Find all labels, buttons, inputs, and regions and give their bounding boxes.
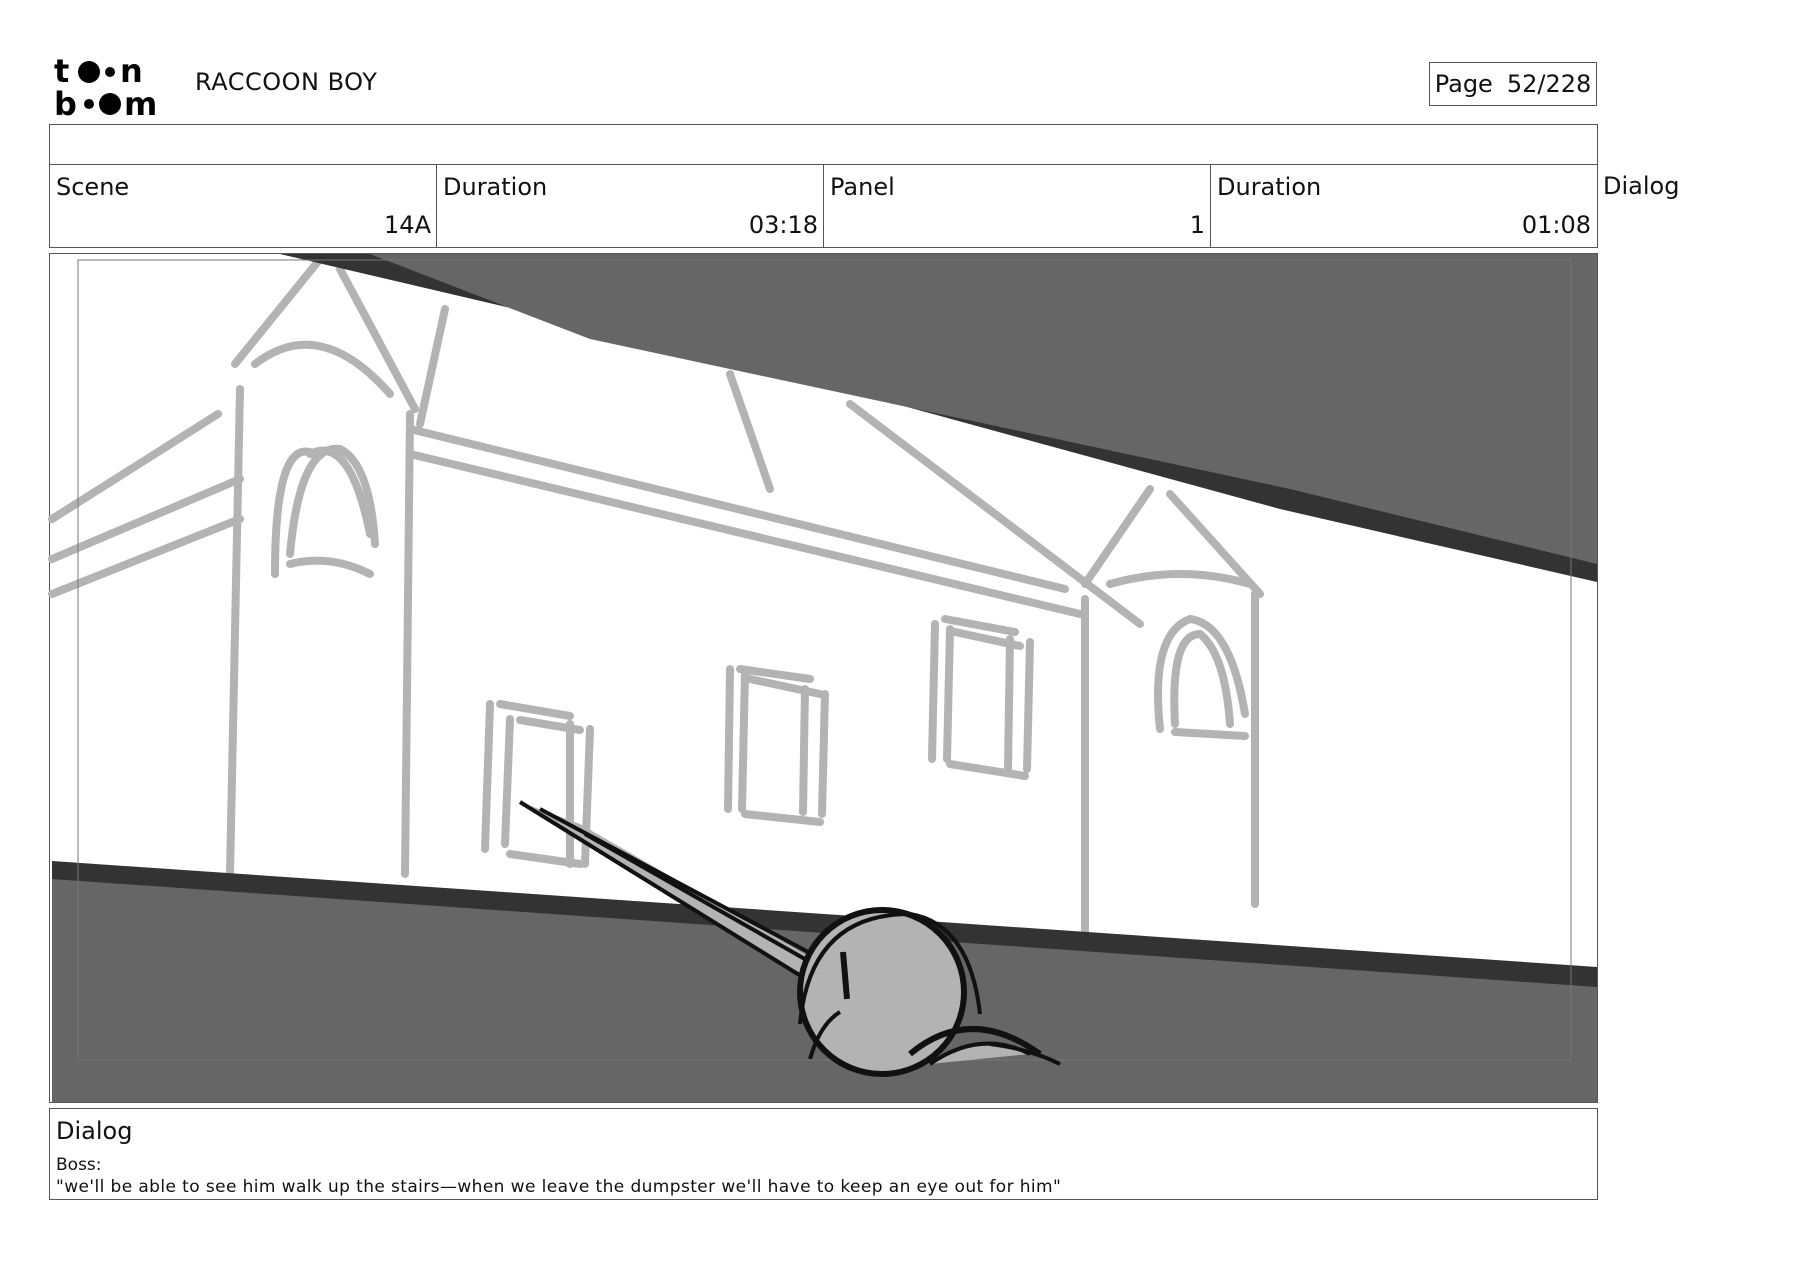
panel-duration-value: 01:08 bbox=[1521, 211, 1591, 239]
svg-text:m: m bbox=[124, 85, 158, 123]
panel-sketch bbox=[50, 254, 1597, 1102]
panel-duration-label: Duration bbox=[1217, 173, 1322, 201]
page-number: 52/228 bbox=[1506, 70, 1592, 98]
panel-label: Panel bbox=[830, 173, 895, 201]
panel-value: 1 bbox=[1189, 211, 1205, 239]
scene-duration-label: Duration bbox=[443, 173, 548, 201]
svg-text:b: b bbox=[54, 85, 77, 123]
scene-duration-value: 03:18 bbox=[748, 211, 818, 239]
svg-text:t: t bbox=[54, 52, 70, 90]
svg-text:n: n bbox=[120, 52, 143, 90]
scene-value: 14A bbox=[384, 211, 431, 239]
project-title: RACCOON BOY bbox=[195, 68, 378, 96]
page-label: Page bbox=[1434, 70, 1493, 98]
info-row bbox=[49, 164, 1680, 248]
panel-cell bbox=[823, 164, 1211, 248]
dialog-heading: Dialog bbox=[56, 1117, 133, 1145]
dialog-box bbox=[49, 1108, 1598, 1200]
page-indicator bbox=[1429, 62, 1597, 106]
scene-cell bbox=[49, 164, 437, 248]
dialog-line: "we'll be able to see him walk up the stairs—when we leave the dumpster we'll have to keep an eye out for him" bbox=[56, 1177, 1062, 1197]
storyboard-panel bbox=[49, 253, 1598, 1103]
scene-label: Scene bbox=[56, 173, 130, 201]
scene-duration-cell bbox=[436, 164, 824, 248]
dialog-column-cell bbox=[1597, 164, 1797, 248]
panel-duration-cell bbox=[1210, 164, 1598, 248]
dialog-column-label: Dialog bbox=[1603, 172, 1680, 200]
toon-boom-logo bbox=[54, 52, 170, 123]
header-blank-row bbox=[49, 124, 1598, 165]
dialog-speaker: Boss: bbox=[56, 1155, 102, 1175]
